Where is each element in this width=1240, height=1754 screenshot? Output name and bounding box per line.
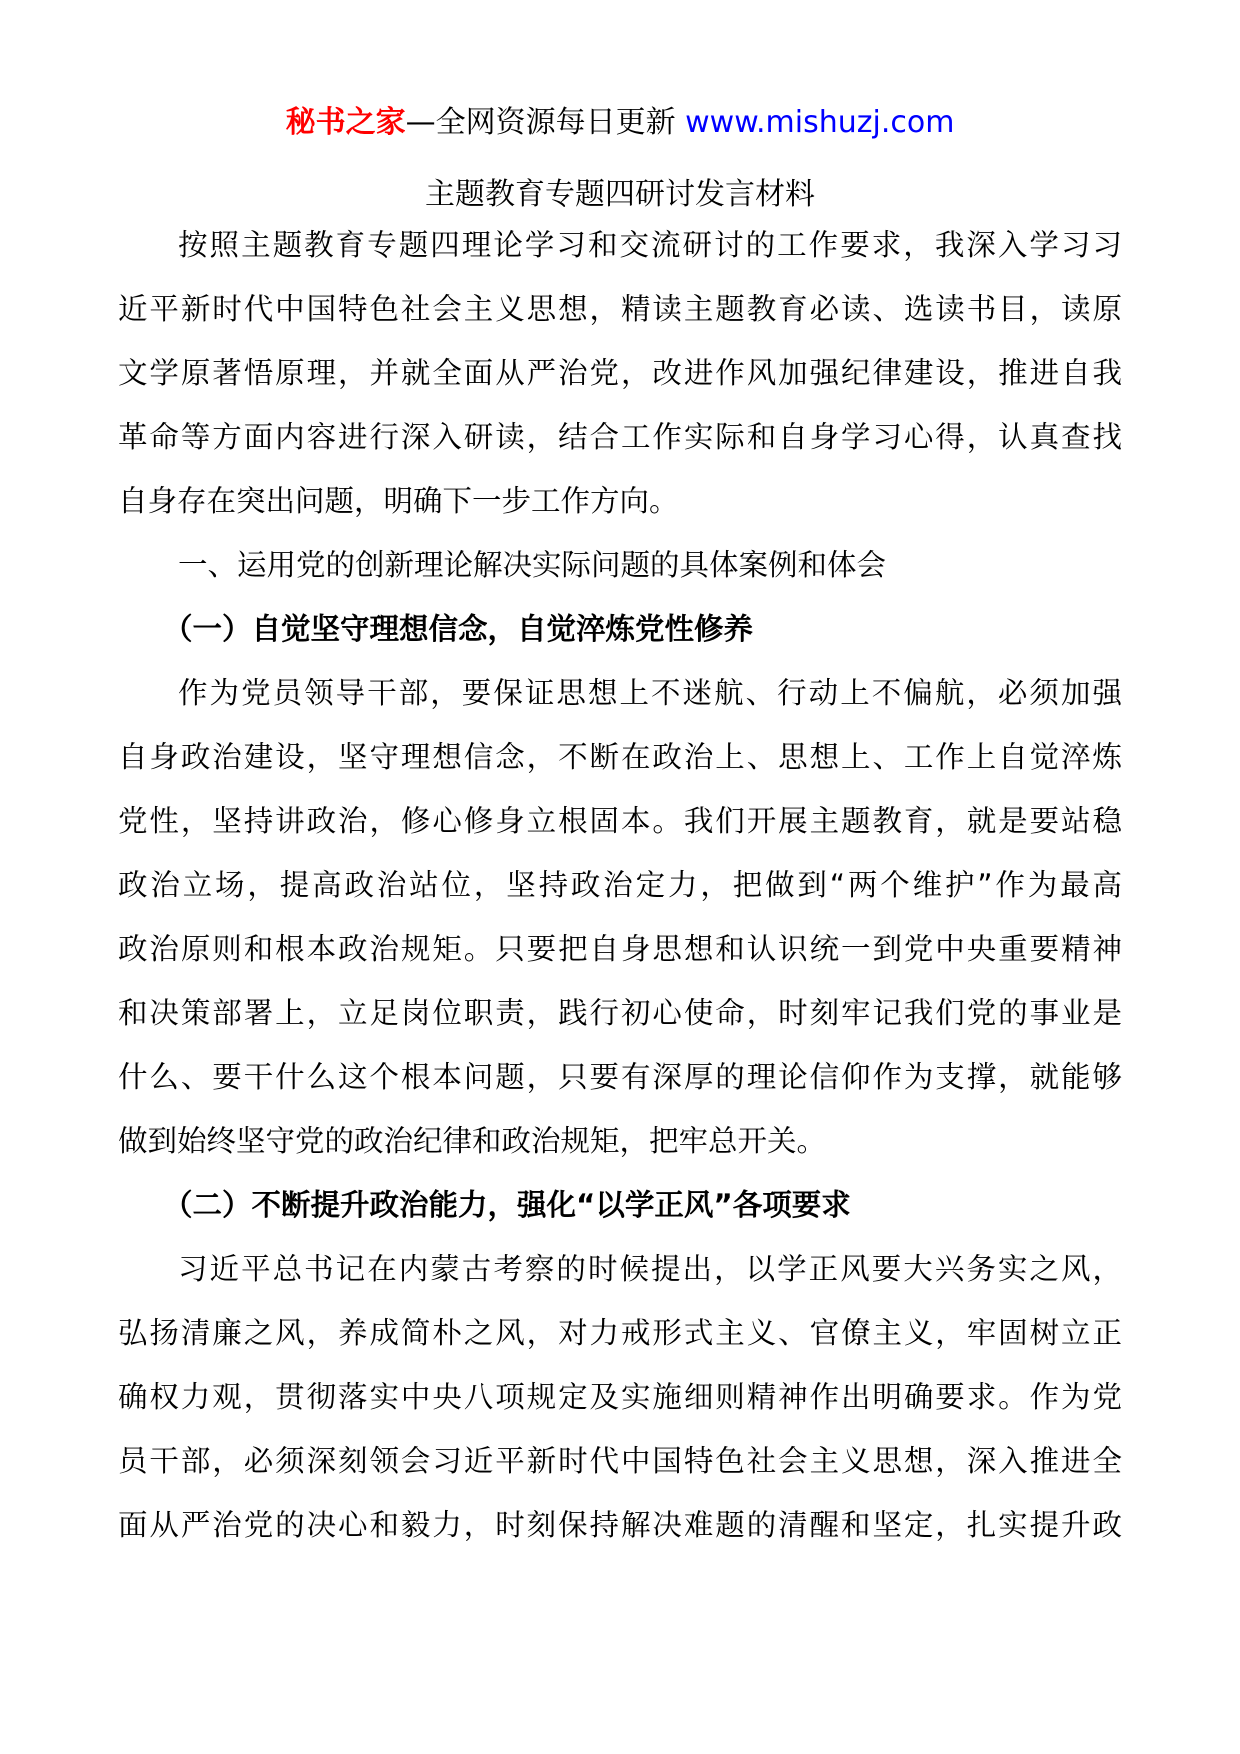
paragraph-line: 作为党员领导干部，要保证思想上不迷航、行动上不偏航，必须加强 bbox=[178, 676, 1122, 710]
watermark-header bbox=[0, 100, 1240, 146]
paragraph-line: 和决策部署上，立足岗位职责，践行初心使命，时刻牢记我们党的事业是 bbox=[118, 996, 1122, 1030]
paragraph-line: 按照主题教育专题四理论学习和交流研讨的工作要求，我深入学习习 bbox=[178, 228, 1122, 262]
paragraph-line: 近平新时代中国特色社会主义思想，精读主题教育必读、选读书目，读原 bbox=[118, 292, 1122, 326]
document-body bbox=[118, 213, 1122, 1557]
paragraph-line: 员干部，必须深刻领会习近平新时代中国特色社会主义思想，深入推进全 bbox=[118, 1444, 1122, 1478]
section-heading: 一、运用党的创新理论解决实际问题的具体案例和体会 bbox=[178, 548, 887, 582]
paragraph-line: 政治原则和根本政治规矩。只要把自身思想和认识统一到党中央重要精神 bbox=[118, 932, 1122, 966]
document-title: 主题教育专题四研讨发言材料 bbox=[425, 177, 815, 212]
paragraph-line: 确权力观，贯彻落实中央八项规定及实施细则精神作出明确要求。作为党 bbox=[118, 1380, 1122, 1414]
paragraph-line: 党性，坚持讲政治，修心修身立根固本。我们开展主题教育，就是要站稳 bbox=[118, 804, 1122, 838]
brand-url: www.mishuzj.com bbox=[685, 105, 955, 140]
paragraph-line: 什么、要干什么这个根本问题，只要有深厚的理论信仰作为支撑，就能够 bbox=[118, 1060, 1122, 1094]
paragraph-line: 做到始终坚守党的政治纪律和政治规矩，把牢总开关。 bbox=[118, 1124, 827, 1158]
body-paragraph bbox=[118, 661, 1122, 1173]
subsection-heading: （一）自觉坚守理想信念，自觉淬炼党性修养 bbox=[163, 612, 754, 646]
brand-tagline: —全网资源每日更新 bbox=[405, 105, 686, 140]
body-paragraph bbox=[118, 1237, 1122, 1557]
brand-name: 秘书之家 bbox=[285, 105, 406, 140]
paragraph-line: 政治立场，提高政治站位，坚持政治定力，把做到“两个维护”作为最高 bbox=[118, 868, 1122, 902]
paragraph-line: 弘扬清廉之风，养成简朴之风，对力戒形式主义、官僚主义，牢固树立正 bbox=[118, 1316, 1122, 1350]
subsection-heading: （二）不断提升政治能力，强化“以学正风”各项要求 bbox=[163, 1188, 851, 1222]
paragraph-line: 自身政治建设，坚守理想信念，不断在政治上、思想上、工作上自觉淬炼 bbox=[118, 740, 1122, 774]
intro-paragraph bbox=[118, 213, 1122, 533]
paragraph-line: 习近平总书记在内蒙古考察的时候提出，以学正风要大兴务实之风， bbox=[178, 1252, 1122, 1286]
paragraph-line: 文学原著悟原理，并就全面从严治党，改进作风加强纪律建设，推进自我 bbox=[118, 356, 1122, 390]
paragraph-line: 面从严治党的决心和毅力，时刻保持解决难题的清醒和坚定，扎实提升政 bbox=[118, 1508, 1122, 1542]
paragraph-line: 自身存在突出问题，明确下一步工作方向。 bbox=[118, 484, 679, 518]
paragraph-line: 革命等方面内容进行深入研读，结合工作实际和自身学习心得，认真查找 bbox=[118, 420, 1122, 454]
